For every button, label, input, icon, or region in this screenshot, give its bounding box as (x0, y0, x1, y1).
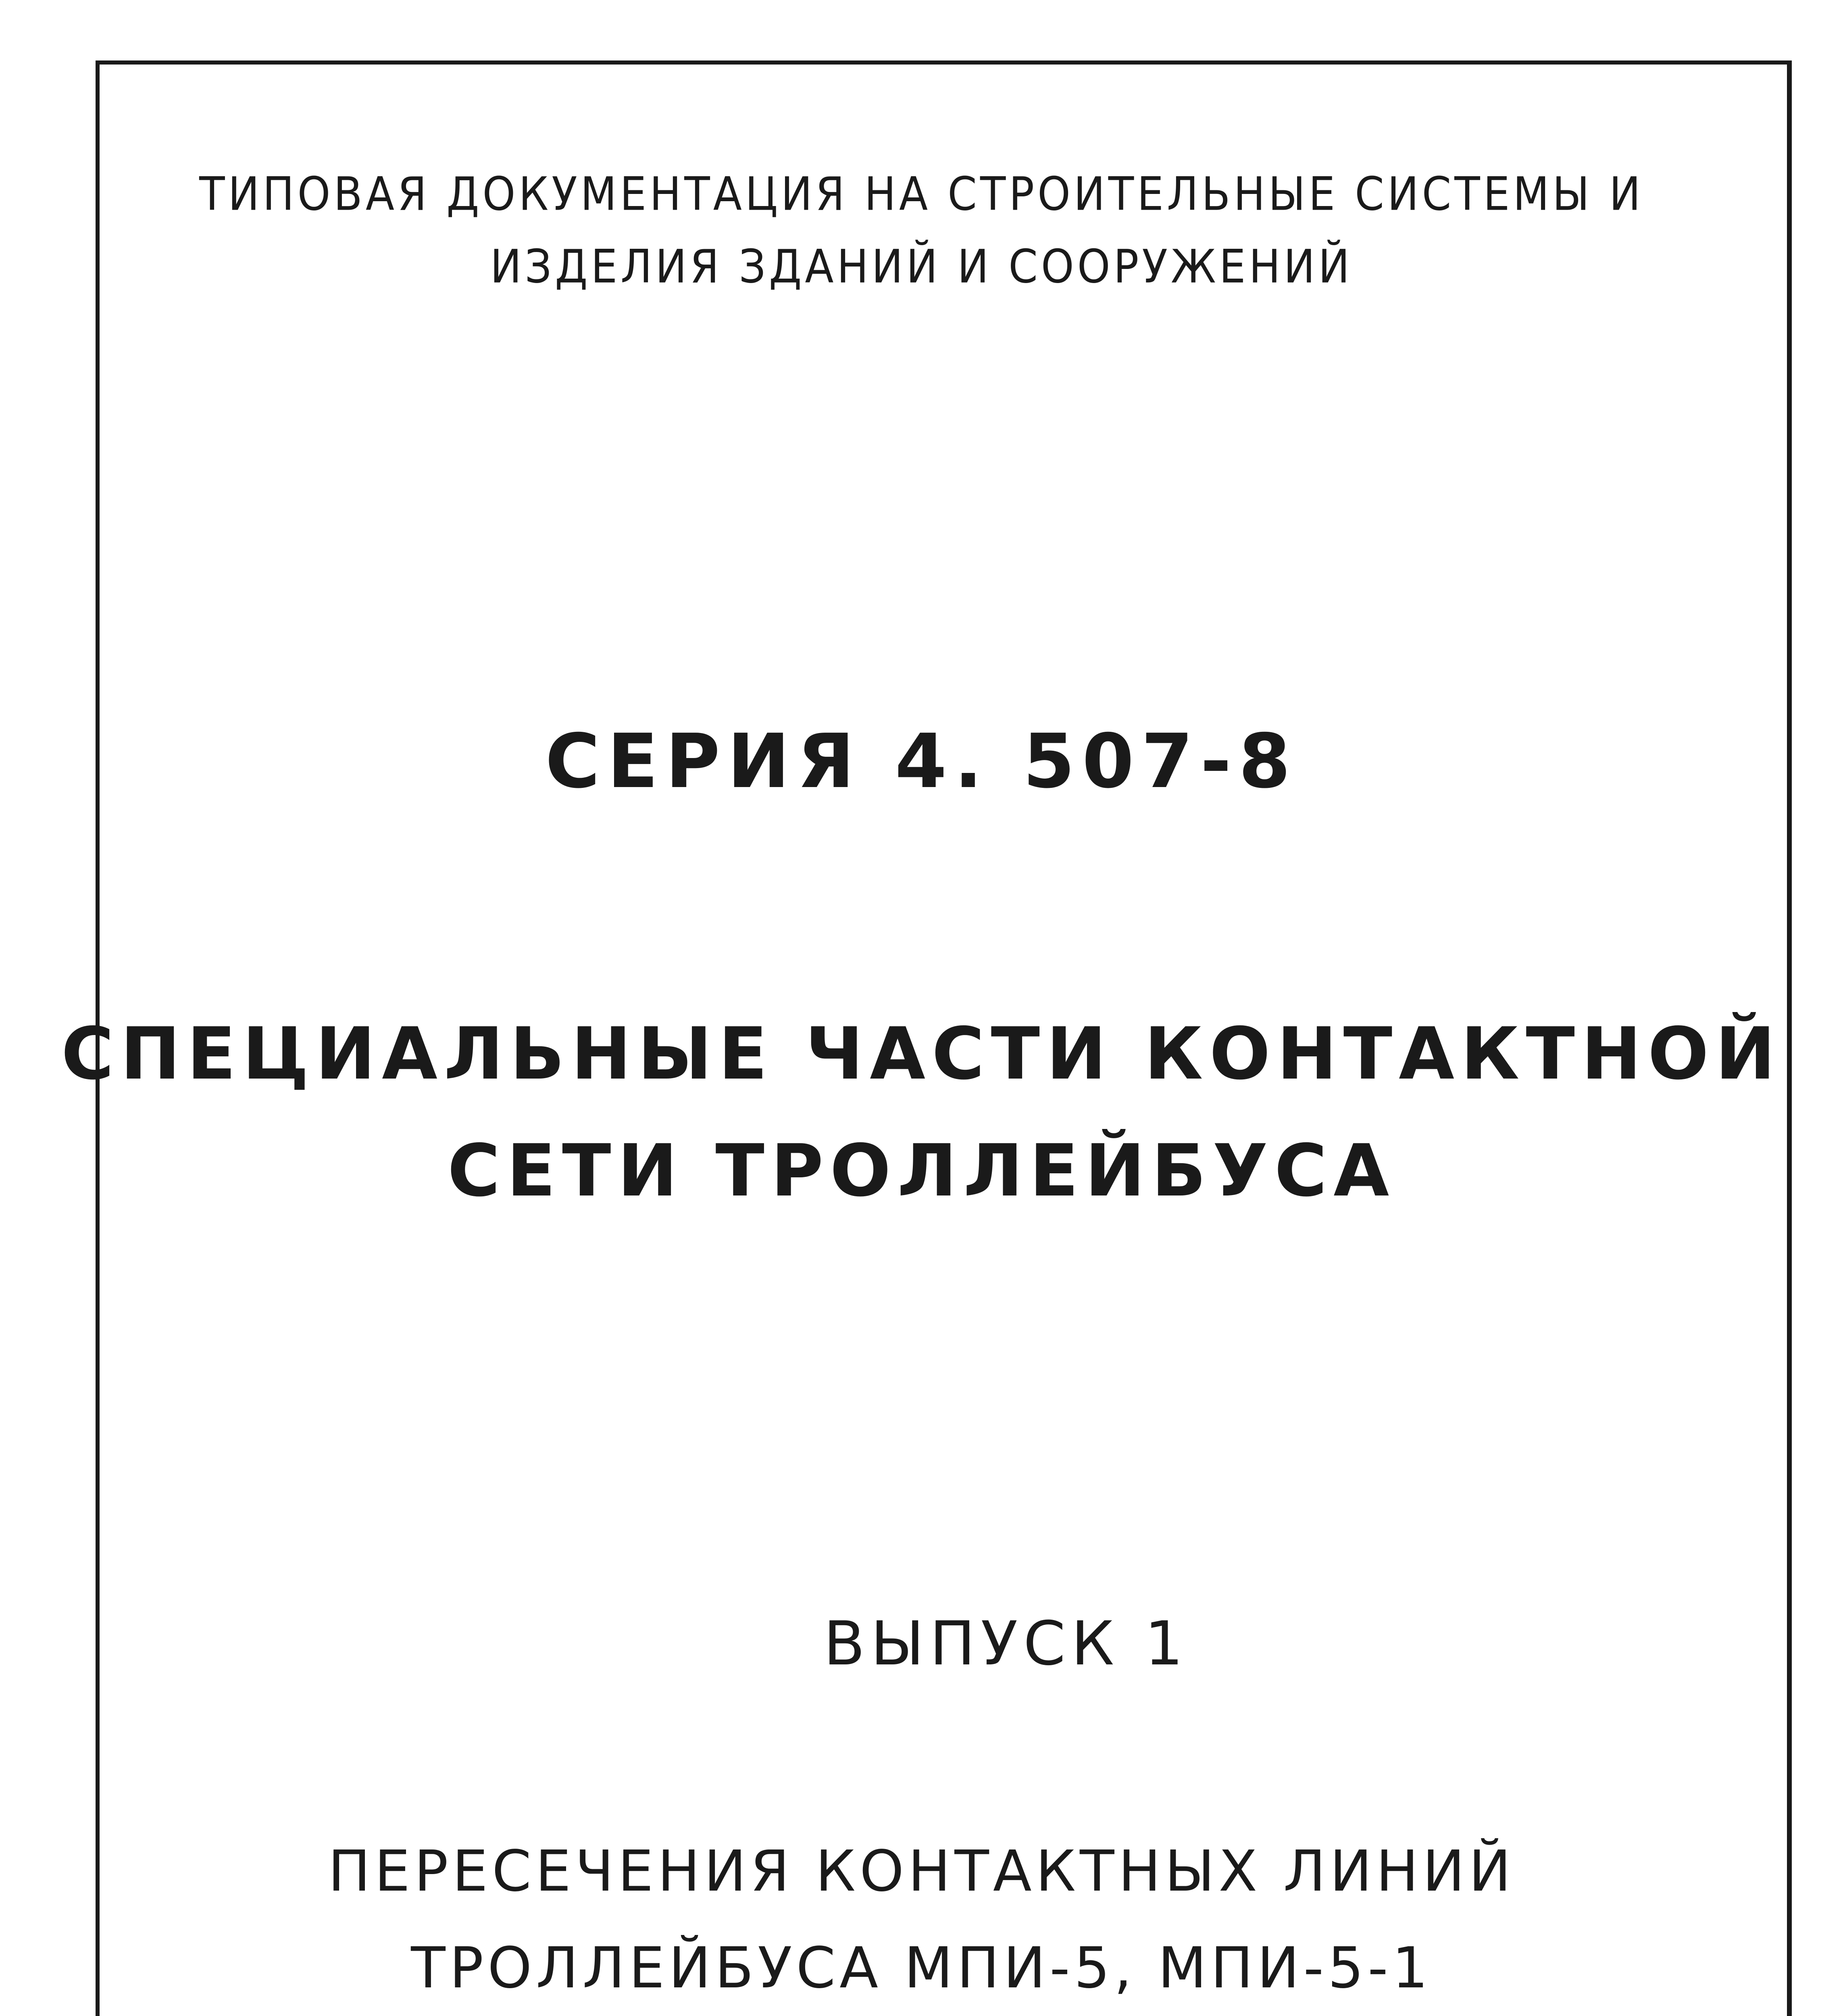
title-line-1: СПЕЦИАЛЬНЫЕ ЧАСТИ КОНТАКТНОЙ (61, 1012, 1782, 1095)
header-line-1: ТИПОВАЯ ДОКУМЕНТАЦИЯ НА СТРОИТЕЛЬНЫЕ СИСТЕМЫ И (199, 167, 1644, 221)
subtitle-line-1: ПЕРЕСЕЧЕНИЯ КОНТАКТНЫХ ЛИНИЙ (328, 1839, 1515, 1904)
issue-number: ВЫПУСК 1 (823, 1609, 1189, 1679)
subtitle-line-2: ТРОЛЛЕЙБУСА МПИ-5, МПИ-5-1 (411, 1935, 1432, 2001)
series-number: СЕРИЯ 4. 507-8 (545, 718, 1298, 805)
header-line-2: ИЗДЕЛИЯ ЗДАНИЙ И СООРУЖЕНИЙ (490, 239, 1353, 294)
title-line-2: СЕТИ ТРОЛЛЕЙБУСА (447, 1129, 1396, 1212)
